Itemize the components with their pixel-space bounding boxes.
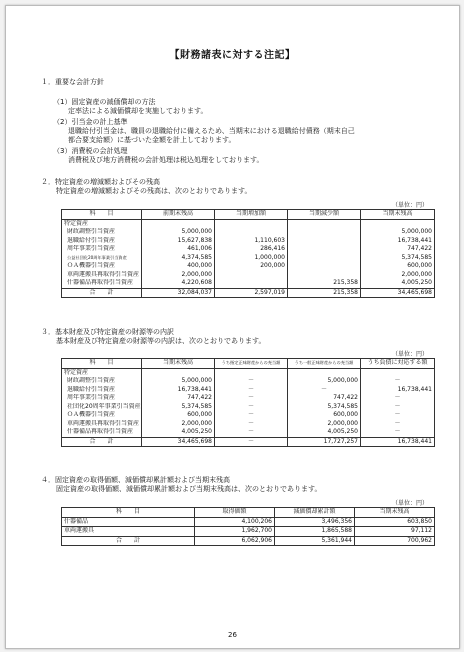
- policy-3-title: （3）消費税の会計処理: [53, 147, 128, 155]
- table-row: 車両運搬具再取得引当資産 2,000,000 － 2,000,000 －: [62, 420, 435, 429]
- special-assets-table: [61, 209, 435, 298]
- table-row: ＯＡ機器引当資産 600,000 － 600,000 －: [62, 411, 435, 420]
- section-1-heading: １．重要な会計方針: [41, 78, 104, 86]
- section-2-heading: ２．特定資産の増減額およびその残高: [41, 178, 160, 186]
- table-section-row: 特定資産: [62, 219, 435, 228]
- table-row: 周年事業引当資産 747,422 － 747,422 －: [62, 394, 435, 403]
- table-row: ＯＡ機器引当資産 400,000 200,000 600,000: [62, 262, 435, 271]
- table-row: 周年事業引当資産 461,006 286,416 747,422: [62, 245, 435, 254]
- policy-1-title: （1）固定資産の減価償却の方法: [53, 98, 156, 106]
- table-row: 車両運搬具再取得引当資産 2,000,000 2,000,000: [62, 271, 435, 280]
- section-3-heading: ３．基本財産及び特定資産の財源等の内訳: [41, 328, 174, 336]
- policy-1-text: 定率法による減価償却を実施しております。: [68, 107, 208, 115]
- policy-2-title: （2）引当金の計上基準: [53, 118, 128, 126]
- table-header-row: 科 目 当期末残高 うち指定正味財産からの充当額 うち一般正味財産からの充当額 うち負債に対応する額: [62, 359, 435, 369]
- table-row: 什器備品 4,100,206 3,496,356 603,850: [62, 517, 435, 527]
- section-3-unit: （単位：円）: [392, 351, 429, 358]
- section-2-intro: 特定資産の増減額およびその残高は、次のとおりであります。: [56, 187, 252, 195]
- policy-2-text-b: 都合要支給額）に基づいた金額を計上しております。: [68, 136, 236, 144]
- table-header-row: 科 目 前期末残高 当期増加額 当期減少額 当期末残高: [62, 210, 435, 220]
- table-row: 社団化20周年事業引当資産 5,374,585 － 5,374,585 －: [62, 403, 435, 412]
- page-number: 26: [228, 631, 237, 639]
- policy-3-text: 消費税及び地方消費税の会計処理は税込処理をしております。: [68, 156, 264, 164]
- section-4-unit: （単位：円）: [392, 500, 429, 507]
- fixed-assets-table: [61, 507, 435, 546]
- table-row: 公益社団化20周年事業引当資産 4,374,585 1,000,000 5,374,585: [62, 254, 435, 263]
- table-row: 車両運搬具 1,962,700 1,865,588 97,112: [62, 527, 435, 537]
- table-row: 財政調整引当資産 5,000,000 5,000,000: [62, 228, 435, 237]
- page-title: 【財務諸表に対する注記】: [169, 50, 296, 61]
- funding-sources-table: [61, 358, 435, 447]
- section-4-intro: 固定資産の取得価額、減価償却累計額および当期末残高は、次のとおりであります。: [56, 485, 322, 493]
- section-2-unit: （単位：円）: [392, 202, 429, 209]
- table-row: 退職給付引当資産 16,738,441 － － 16,738,441: [62, 386, 435, 395]
- table-header-row: 科 目 取得価額 減価償却累計額 当期末残高: [62, 508, 435, 518]
- table-row: 財政調整引当資産 5,000,000 － 5,000,000 －: [62, 377, 435, 386]
- table-row: 什器備品再取得引当資産 4,220,608 215,358 4,005,250: [62, 279, 435, 288]
- section-3-intro: 基本財産及び特定資産の財源等の内訳は、次のとおりであります。: [56, 337, 266, 345]
- section-4-heading: ４．固定資産の取得価額、減価償却累計額および当期末残高: [41, 476, 230, 484]
- table-row: 什器備品再取得引当資産 4,005,250 － 4,005,250 －: [62, 428, 435, 437]
- document-page: [5, 5, 460, 649]
- table-total-row: 合 計 34,465,698 － 17,727,257 16,738,441: [62, 437, 435, 447]
- table-row: 退職給付引当資産 15,627,838 1,110,603 16,738,441: [62, 237, 435, 246]
- policy-2-text-a: 退職給付引当金は、職員の退職給付に備えるため、当期末における退職給付債務（期末自己: [68, 127, 355, 135]
- table-total-row: 合 計 32,084,037 2,597,019 215,358 34,465,698: [62, 288, 435, 298]
- table-section-row: 特定資産: [62, 368, 435, 377]
- table-total-row: 合 計 6,062,906 5,361,944 700,962: [62, 536, 435, 546]
